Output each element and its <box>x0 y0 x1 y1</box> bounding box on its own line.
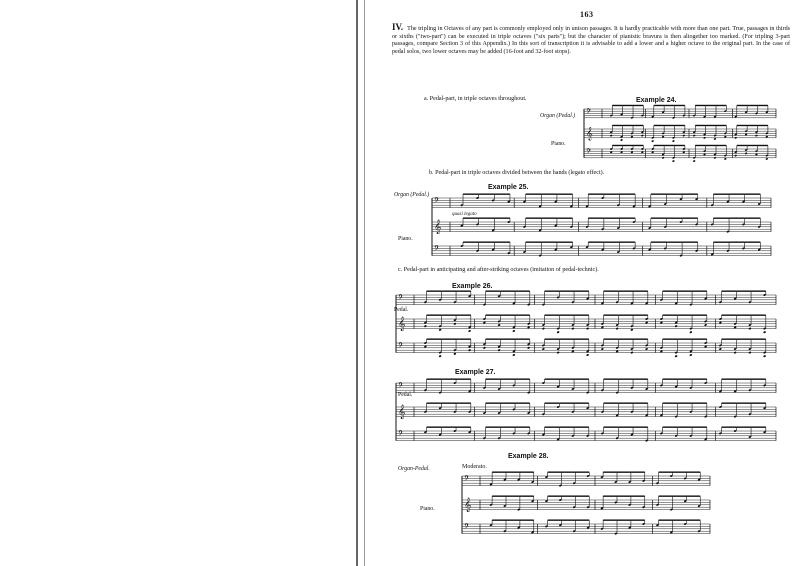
note-head <box>468 330 471 333</box>
bass-clef: 𝄢 <box>398 293 404 304</box>
example-25-caption: b. Pedal-part in triple octaves divided between the hands (legato effect). <box>429 170 605 176</box>
note-head <box>672 160 675 162</box>
note-head <box>610 134 613 136</box>
note-head <box>571 327 574 330</box>
note-head <box>630 351 633 354</box>
example-25-score <box>428 194 773 266</box>
bass-clef: 𝄢 <box>398 381 404 392</box>
example-28-title: Example 28. <box>508 453 549 460</box>
note-head <box>645 321 648 324</box>
treble-clef: 𝄞 <box>398 315 406 331</box>
note-head <box>586 354 589 357</box>
note-head <box>557 331 560 334</box>
section-numeral: IV. <box>392 22 404 32</box>
note-head <box>439 355 442 358</box>
note-head <box>672 140 675 142</box>
note-head <box>527 326 530 329</box>
treble-clef: 𝄞 <box>434 218 442 234</box>
note-head <box>586 327 589 330</box>
note-head <box>630 328 633 331</box>
example-24-organ-label: Organ (Pedal.) <box>540 113 576 119</box>
note-head <box>704 345 707 348</box>
note-head <box>616 350 619 353</box>
note-head <box>527 346 530 349</box>
note-head <box>734 154 737 156</box>
note-head <box>453 322 456 325</box>
page-edge <box>364 0 365 566</box>
note-head <box>662 157 665 159</box>
example-28-score <box>458 470 712 542</box>
note-head <box>641 134 644 136</box>
example-28-tempo: Moderato. <box>462 464 487 470</box>
example-26-pedal-label: Pedal. <box>394 307 409 313</box>
bass-clef: 𝄢 <box>434 244 440 255</box>
intro-text: The tripling in Octaves of any part is commonly employed only in unison passages. It is hardly practicable with more than one part. True, passages in thirds or sixths ("two-part") can be executed in triple octaves ("six parts"); but the character of pianistic bravura is then altogether too marked. (For tripling 3-part passages, compare Section 3 of this Appendix.) In this sort of transcription it is advisable to add a lower and a higher octave to the original part. In the case of pedal solos, two lower octaves may be added (16-foot and 32-foot stops). <box>392 26 790 55</box>
note-head <box>755 134 758 136</box>
left-blank-page <box>0 0 358 566</box>
note-head <box>542 327 545 330</box>
note-head <box>719 321 722 324</box>
note-head <box>719 348 722 351</box>
note-head <box>689 354 692 357</box>
note-head <box>748 351 751 354</box>
note-head <box>571 350 574 353</box>
note-head <box>651 140 654 142</box>
intro-paragraph <box>392 24 790 56</box>
note-head <box>734 326 737 329</box>
example-25-marking: quasi legato <box>452 212 477 217</box>
bass-clef: 𝄢 <box>586 107 592 117</box>
note-head <box>703 137 706 139</box>
note-head <box>713 157 716 159</box>
note-head <box>693 160 696 162</box>
note-head <box>542 348 545 351</box>
note-head <box>734 137 737 139</box>
example-27-score <box>392 377 778 449</box>
note-head <box>660 350 663 353</box>
example-27-title: Example 27. <box>455 369 496 376</box>
note-head <box>675 325 678 328</box>
note-head <box>620 139 623 141</box>
note-head <box>704 324 707 327</box>
example-28-organ-label: Organ-Pedal. <box>398 466 430 472</box>
note-head <box>439 328 442 331</box>
bass-clef: 𝄢 <box>464 522 470 533</box>
note-head <box>601 348 604 351</box>
example-24-title: Example 24. <box>636 97 677 104</box>
bass-clef: 𝄢 <box>398 429 404 440</box>
note-head <box>616 327 619 330</box>
note-head <box>693 134 696 136</box>
example-25-piano-label: Piano. <box>398 236 413 242</box>
note-head <box>675 355 678 358</box>
note-head <box>498 349 501 352</box>
note-head <box>689 331 692 334</box>
note-head <box>763 355 766 358</box>
note-head <box>763 331 766 334</box>
bass-clef: 𝄢 <box>434 196 440 207</box>
example-25-organ-label: Organ (Pedal.) <box>394 192 430 198</box>
example-26-score <box>392 291 778 363</box>
example-24-score <box>580 103 778 165</box>
example-25-title: Example 25. <box>488 184 529 191</box>
example-24-caption: a. Pedal-part, in triple octaves throughout. <box>424 96 527 102</box>
note-head <box>601 326 604 329</box>
bass-clef: 𝄢 <box>586 147 592 157</box>
example-27-pedal-label: Pedal. <box>398 392 413 398</box>
note-head <box>748 327 751 330</box>
note-head <box>734 351 737 354</box>
note-head <box>498 324 501 327</box>
page-number: 163 <box>580 10 594 19</box>
bass-clef: 𝄢 <box>398 341 404 352</box>
note-head <box>424 325 427 328</box>
example-24-piano-label: Piano. <box>551 141 566 147</box>
example-26-title: Example 26. <box>452 283 493 290</box>
note-head <box>453 352 456 355</box>
note-head <box>512 354 515 357</box>
treble-clef: 𝄞 <box>586 125 593 140</box>
note-head <box>512 330 515 333</box>
note-head <box>468 349 471 352</box>
note-head <box>745 152 748 154</box>
example-26-caption: c. Pedal-part in anticipating and after-striking octaves (imitation of pedal-technic). <box>398 267 599 273</box>
treble-clef: 𝄞 <box>398 403 406 419</box>
note-head <box>660 321 663 324</box>
page-gutter <box>356 0 358 566</box>
note-head <box>682 134 685 136</box>
note-head <box>557 351 560 354</box>
note-head <box>483 321 486 324</box>
bass-clef: 𝄢 <box>464 474 470 485</box>
note-head <box>424 345 427 348</box>
example-28-piano-label: Piano. <box>420 506 435 512</box>
note-head <box>645 348 648 351</box>
note-head <box>483 346 486 349</box>
treble-clef: 𝄞 <box>464 496 472 512</box>
